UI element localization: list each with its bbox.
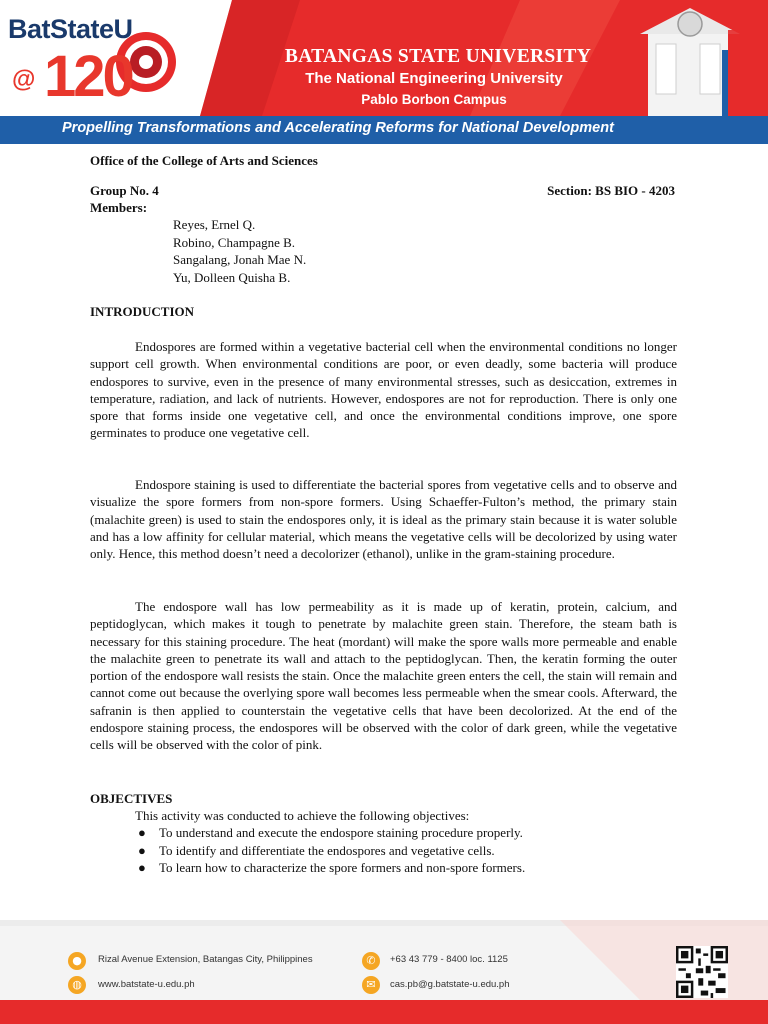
email-icon: ✉ xyxy=(362,976,380,994)
email-link[interactable]: cas.pb@g.batstate-u.edu.ph xyxy=(390,979,510,990)
members-label: Members: xyxy=(90,200,148,215)
website-link[interactable]: www.batstate-u.edu.ph xyxy=(98,979,195,990)
office-line: Office of the College of Arts and Sciences xyxy=(90,153,318,168)
objective-text: To identify and differentiate the endospores and vegetative cells. xyxy=(159,842,495,858)
objectives-heading: OBJECTIVES xyxy=(90,791,173,806)
intro-paragraph: Endospores are formed within a vegetative bacterial cell when the environmental conditions no longer support cell growth. When environmental conditions are poor, or even deadly, some bacteria will produce endospores to survive, even in the presence of many environmental stresses, such as desiccation, extremes in temperature, radiation, and lack of nutrients. However, endospores are not for reproduction. There is only one spore that forms inside one vegetative cell, and once the environmental conditions improve, one spore germinates to produce one vegetative cell. xyxy=(90,339,677,441)
member-item: Robino, Champagne B. xyxy=(173,234,296,250)
bullet-icon: ● xyxy=(138,842,146,858)
objective-item xyxy=(135,859,525,877)
intro-paragraph: Endospore staining is used to differentiate the bacterial spores from vegetative cells and to observe and visualize the spore formers from non-spore formers. Using Schaeffer-Fulton’s method, the primary stain (malachite green) is used to stain the endospores only, it is ideal as the primary stain because it is water soluble and has a low affinity for cellular material, which means the vegetative cells will be decolorized by using water only. Hence, this method doesn’t need a decolorizer (ethanol), unlike in the gram-staining procedure. xyxy=(90,477,677,562)
qr-code-icon xyxy=(676,946,728,998)
tagline-banner xyxy=(0,116,768,144)
brand-at: @ xyxy=(12,66,36,93)
brand-number: 120 xyxy=(44,44,132,109)
university-name: BATANGAS STATE UNIVERSITY xyxy=(284,46,592,67)
brand-name: BatStateU xyxy=(8,14,133,44)
batstateu-120-logo xyxy=(6,14,226,109)
phone-icon: ✆ xyxy=(362,952,380,970)
phone-text: +63 43 779 - 8400 loc. 1125 xyxy=(390,954,508,965)
section-label: Section: BS BIO - 4203 xyxy=(547,183,675,198)
campus-name: Pablo Borbon Campus xyxy=(361,92,507,107)
tagline-text: Propelling Transformations and Accelerating Reforms for National Development xyxy=(62,120,614,136)
members-list xyxy=(173,216,306,286)
introduction-heading: INTRODUCTION xyxy=(90,304,195,319)
letterhead-footer xyxy=(0,920,768,1024)
address-text: Rizal Avenue Extension, Batangas City, Philippines xyxy=(98,954,313,965)
university-subtitle: The National Engineering University xyxy=(305,70,563,87)
member-item: Reyes, Ernel Q. xyxy=(173,217,256,232)
member-item: Sangalang, Jonah Mae N. xyxy=(173,252,307,268)
intro-paragraph: The endospore wall has low permeability as it is made up of keratin, protein, calcium, and peptidoglycan, which makes it tough to penetrate by malachite green stain. Therefore, the steam bath is necessary for this staining procedure. The heat (mordant) will make the spore walls more permeable and enable the malachite green to penetrate its wall and attach to the peptidoglycan. Then, the keratin forming the outer portion of the endospore wall resists the stain. Once the malachite green enters the cell, the stain will remain and cannot come out because the overlying spore wall becomes less permeable when the smear cools. Afterward, the safranin is then applied to counterstain the vegetative cells that have been decolorized. At the end of the endospore staining process, the endospores will be observed with the color of dark green, while the vegetative cells will be observed with the color of pink. xyxy=(90,599,677,753)
footer-red-bar xyxy=(0,1000,768,1024)
bullet-icon: ● xyxy=(138,825,146,840)
letterhead-header xyxy=(0,0,768,148)
globe-icon: ◍ xyxy=(68,976,86,994)
objective-text: To learn how to characterize the spore formers and non-spore formers. xyxy=(159,860,526,875)
member-item: Yu, Dolleen Quisha B. xyxy=(173,269,291,285)
objectives-list xyxy=(135,824,525,877)
objective-text: To understand and execute the endospore staining procedure properly. xyxy=(159,825,523,840)
objective-item xyxy=(135,842,525,860)
objective-item xyxy=(135,824,525,842)
group-number: Group No. 4 xyxy=(90,183,159,198)
bullet-icon: ● xyxy=(138,860,146,875)
location-pin-icon: ● xyxy=(68,952,86,970)
objectives-intro: This activity was conducted to achieve the following objectives: xyxy=(135,808,470,823)
